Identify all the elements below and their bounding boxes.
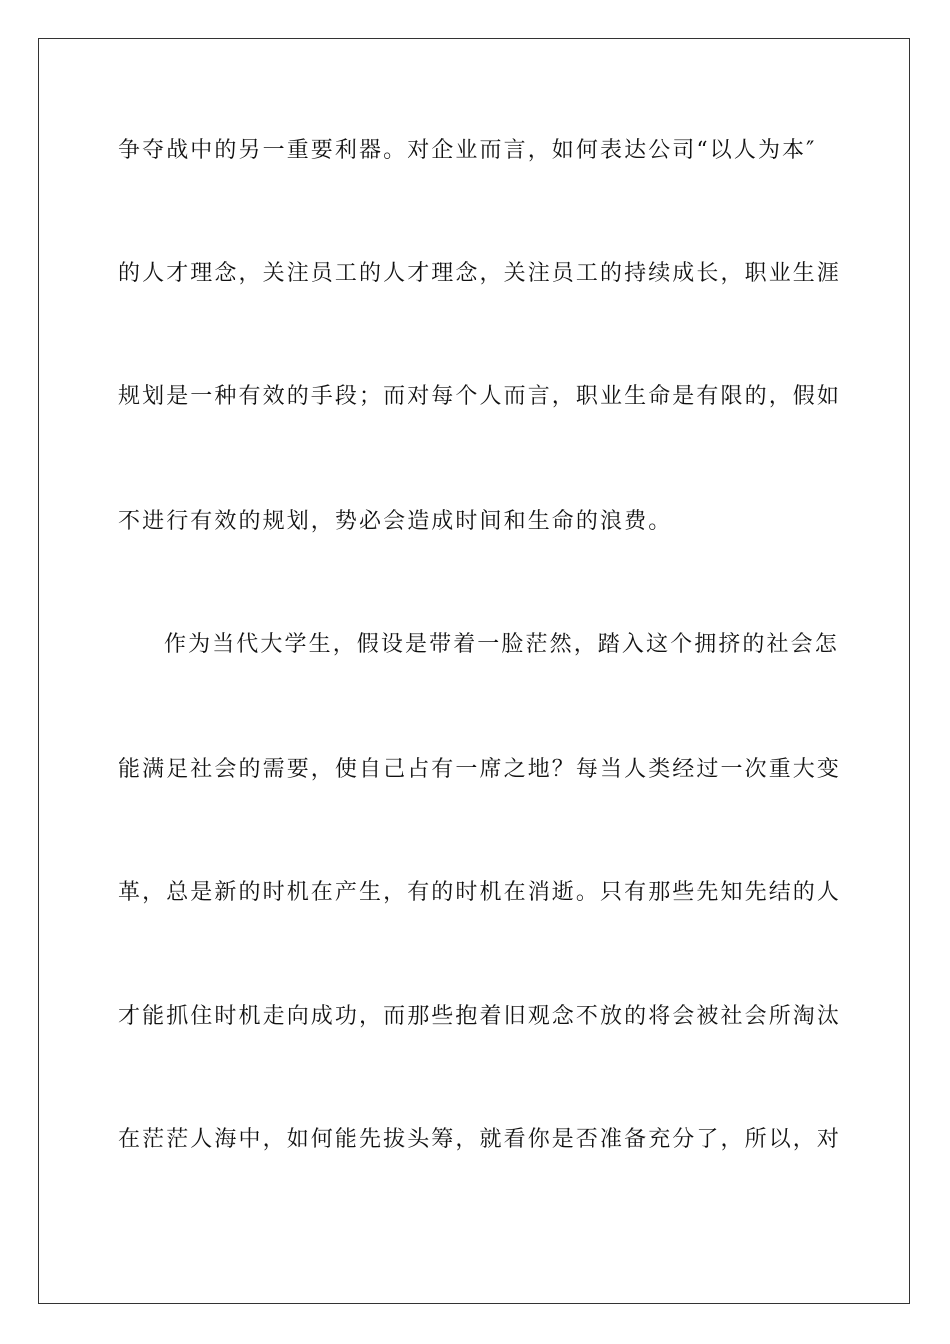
paragraph-line-9: 在茫茫人海中，如何能先拔头筹，就看你是否准备充分了，所以，对 [118,1127,842,1152]
paragraph-line-1: 争夺战中的另一重要利器。对企业而言，如何表达公司“以人为本″ [118,138,817,163]
paragraph-line-5: 作为当代大学生，假设是带着一脸茫然，踏入这个拥挤的社会怎 [164,632,839,657]
paragraph-line-7: 革，总是新的时机在产生，有的时机在消逝。只有那些先知先结的人 [118,880,842,905]
paragraph-line-6: 能满足社会的需要，使自己占有一席之地？每当人类经过一次重大变 [118,757,842,782]
paragraph-line-2: 的人才理念，关注员工的人才理念，关注员工的持续成长，职业生涯 [118,261,842,286]
paragraph-line-8: 才能抓住时机走向成功，而那些抱着旧观念不放的将会被社会所淘汰 [118,1004,842,1029]
paragraph-line-4: 不进行有效的规划，势必会造成时间和生命的浪费。 [118,509,673,534]
page-border [38,38,910,1304]
paragraph-line-3: 规划是一种有效的手段；而对每个人而言，职业生命是有限的，假如 [118,384,842,409]
